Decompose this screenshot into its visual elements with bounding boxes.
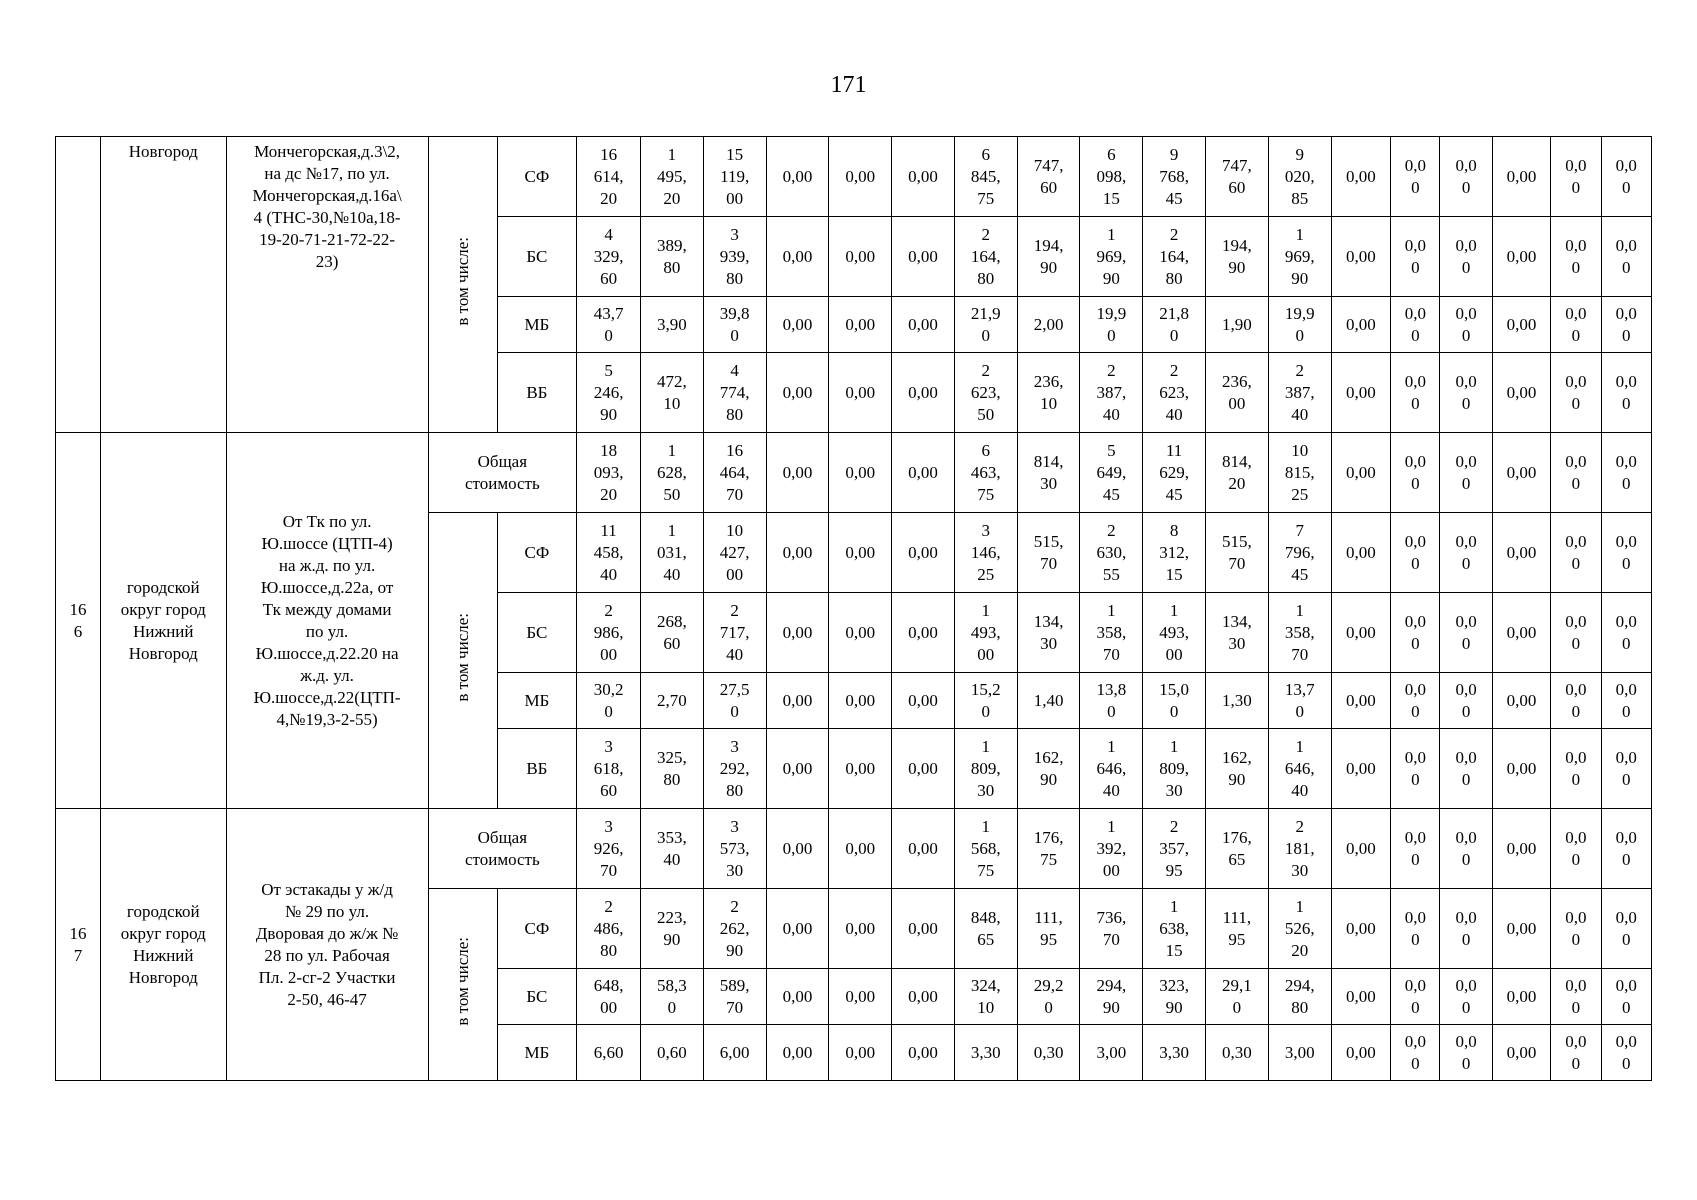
value-cell: 0,00 <box>892 353 955 433</box>
value-cell: 0,00 <box>1331 969 1391 1025</box>
value-cell: 0,00 <box>829 673 892 729</box>
value-cell: 1 969, 90 <box>1080 217 1143 297</box>
value-cell: 0,00 <box>1492 433 1551 513</box>
value-cell: 0,00 <box>829 353 892 433</box>
value-cell: 268, 60 <box>640 593 703 673</box>
value-cell: 162, 90 <box>1206 729 1269 809</box>
value-cell: 134, 30 <box>1017 593 1080 673</box>
value-cell: 3 939, 80 <box>703 217 766 297</box>
value-cell: 2 717, 40 <box>703 593 766 673</box>
funding-source: БС <box>497 593 577 673</box>
value-cell: 0,00 <box>1331 729 1391 809</box>
address-cell: От эстакады у ж/д № 29 по ул. Дворовая до ж/ж № 28 по ул. Рабочая Пл. 2-сг-2 Участки 2-50, 46-47 <box>226 809 428 1081</box>
funding-source: МБ <box>497 673 577 729</box>
page-number: 171 <box>830 72 867 98</box>
value-cell: 0,00 <box>829 969 892 1025</box>
value-cell: 0,00 <box>1492 809 1551 889</box>
value-cell: 0,0 0 <box>1551 889 1601 969</box>
value-cell: 3 573, 30 <box>703 809 766 889</box>
value-cell: 4 774, 80 <box>703 353 766 433</box>
value-cell: 0,00 <box>892 889 955 969</box>
value-cell: 0,0 0 <box>1601 433 1651 513</box>
value-cell: 0,00 <box>1331 137 1391 217</box>
value-cell: 0,0 0 <box>1601 809 1651 889</box>
value-cell: 1 969, 90 <box>1268 217 1331 297</box>
value-cell: 2 357, 95 <box>1143 809 1206 889</box>
value-cell: 0,00 <box>766 729 829 809</box>
value-cell: 2 387, 40 <box>1080 353 1143 433</box>
value-cell: 1 493, 00 <box>954 593 1017 673</box>
value-cell: 472, 10 <box>640 353 703 433</box>
value-cell: 0,0 0 <box>1391 889 1440 969</box>
value-cell: 0,00 <box>892 297 955 353</box>
value-cell: 5 246, 90 <box>577 353 641 433</box>
value-cell: 2 387, 40 <box>1268 353 1331 433</box>
funding-source: ВБ <box>497 729 577 809</box>
value-cell: 1 809, 30 <box>1143 729 1206 809</box>
value-cell: 0,0 0 <box>1440 353 1492 433</box>
value-cell: 1,40 <box>1017 673 1080 729</box>
value-cell: 1 638, 15 <box>1143 889 1206 969</box>
value-cell: 2 262, 90 <box>703 889 766 969</box>
value-cell: 515, 70 <box>1206 513 1269 593</box>
value-cell: 9 020, 85 <box>1268 137 1331 217</box>
municipality-cell: Новгород <box>101 137 227 433</box>
value-cell: 1 526, 20 <box>1268 889 1331 969</box>
value-cell: 0,00 <box>1331 809 1391 889</box>
value-cell: 0,00 <box>829 1025 892 1081</box>
value-cell: 0,0 0 <box>1551 969 1601 1025</box>
value-cell: 0,00 <box>1492 297 1551 353</box>
value-cell: 0,0 0 <box>1391 593 1440 673</box>
value-cell: 223, 90 <box>640 889 703 969</box>
value-cell: 0,00 <box>1492 217 1551 297</box>
funding-source: БС <box>497 217 577 297</box>
value-cell: 134, 30 <box>1206 593 1269 673</box>
value-cell: 16 614, 20 <box>577 137 641 217</box>
including-label-cell <box>428 137 497 433</box>
funding-source: МБ <box>497 1025 577 1081</box>
value-cell: 0,00 <box>1331 889 1391 969</box>
value-cell: 0,00 <box>766 809 829 889</box>
value-cell: 21,9 0 <box>954 297 1017 353</box>
value-cell: 0,0 0 <box>1551 1025 1601 1081</box>
funding-source: МБ <box>497 297 577 353</box>
value-cell: 0,0 0 <box>1551 809 1601 889</box>
value-cell: 0,00 <box>892 1025 955 1081</box>
value-cell: 323, 90 <box>1143 969 1206 1025</box>
value-cell: 15,0 0 <box>1143 673 1206 729</box>
value-cell: 0,0 0 <box>1440 673 1492 729</box>
value-cell: 194, 90 <box>1017 217 1080 297</box>
value-cell: 0,30 <box>1206 1025 1269 1081</box>
value-cell: 2 986, 00 <box>577 593 641 673</box>
value-cell: 5 649, 45 <box>1080 433 1143 513</box>
value-cell: 13,8 0 <box>1080 673 1143 729</box>
value-cell: 0,00 <box>829 137 892 217</box>
value-cell: 0,0 0 <box>1391 217 1440 297</box>
value-cell: 0,0 0 <box>1440 297 1492 353</box>
funding-source: СФ <box>497 889 577 969</box>
value-cell: 0,0 0 <box>1601 217 1651 297</box>
value-cell: 15,2 0 <box>954 673 1017 729</box>
value-cell: 324, 10 <box>954 969 1017 1025</box>
value-cell: 0,0 0 <box>1601 137 1651 217</box>
value-cell: 6,60 <box>577 1025 641 1081</box>
value-cell: 3,30 <box>1143 1025 1206 1081</box>
value-cell: 8 312, 15 <box>1143 513 1206 593</box>
value-cell: 176, 65 <box>1206 809 1269 889</box>
value-cell: 2 181, 30 <box>1268 809 1331 889</box>
value-cell: 0,00 <box>766 1025 829 1081</box>
value-cell: 0,00 <box>1331 513 1391 593</box>
value-cell: 2 623, 50 <box>954 353 1017 433</box>
including-label-cell <box>428 889 497 1081</box>
address-cell: От Тк по ул. Ю.шоссе (ЦТП-4) на ж.д. по ул. Ю.шоссе,д.22а, от Тк между домами по ул. Ю.шоссе,д.22.20 на ж.д. ул. Ю.шоссе,д.22(ЦТП- 4,№19,3-2-55) <box>226 433 428 809</box>
value-cell: 3,00 <box>1080 1025 1143 1081</box>
value-cell: 1 358, 70 <box>1080 593 1143 673</box>
value-cell: 6 098, 15 <box>1080 137 1143 217</box>
value-cell: 18 093, 20 <box>577 433 641 513</box>
value-cell: 0,00 <box>892 673 955 729</box>
value-cell: 0,0 0 <box>1601 673 1651 729</box>
value-cell: 0,00 <box>1331 433 1391 513</box>
row-number: 16 7 <box>56 809 101 1081</box>
value-cell: 325, 80 <box>640 729 703 809</box>
value-cell: 16 464, 70 <box>703 433 766 513</box>
value-cell: 0,00 <box>1492 353 1551 433</box>
value-cell: 27,5 0 <box>703 673 766 729</box>
value-cell: 111, 95 <box>1206 889 1269 969</box>
value-cell: 30,2 0 <box>577 673 641 729</box>
address-cell: Мончегорская,д.3\2, на дс №17, по ул. Мончегорская,д.16а\ 4 (ТНС-30,№10а,18- 19-20-71-21-72-22- 23) <box>226 137 428 433</box>
including-label: в том числе: <box>452 937 472 1026</box>
value-cell: 0,0 0 <box>1601 593 1651 673</box>
value-cell: 0,00 <box>1331 673 1391 729</box>
value-cell: 0,00 <box>766 297 829 353</box>
value-cell: 3 292, 80 <box>703 729 766 809</box>
total-cost-label: Общая стоимость <box>428 433 577 513</box>
value-cell: 0,0 0 <box>1391 433 1440 513</box>
table-row <box>56 137 1652 217</box>
value-cell: 0,60 <box>640 1025 703 1081</box>
value-cell: 0,0 0 <box>1601 1025 1651 1081</box>
value-cell: 294, 80 <box>1268 969 1331 1025</box>
value-cell: 0,0 0 <box>1551 137 1601 217</box>
value-cell: 0,00 <box>1331 1025 1391 1081</box>
value-cell: 2 630, 55 <box>1080 513 1143 593</box>
value-cell: 0,00 <box>829 809 892 889</box>
value-cell: 0,00 <box>1331 217 1391 297</box>
value-cell: 0,0 0 <box>1440 593 1492 673</box>
value-cell: 2 486, 80 <box>577 889 641 969</box>
value-cell: 2 164, 80 <box>954 217 1017 297</box>
value-cell: 0,00 <box>1492 729 1551 809</box>
including-label: в том числе: <box>452 613 472 702</box>
value-cell: 0,0 0 <box>1601 353 1651 433</box>
value-cell: 0,0 0 <box>1440 513 1492 593</box>
value-cell: 0,0 0 <box>1551 297 1601 353</box>
value-cell: 11 629, 45 <box>1143 433 1206 513</box>
value-cell: 0,00 <box>766 673 829 729</box>
value-cell: 0,0 0 <box>1601 889 1651 969</box>
value-cell: 21,8 0 <box>1143 297 1206 353</box>
value-cell: 0,0 0 <box>1601 513 1651 593</box>
value-cell: 1 392, 00 <box>1080 809 1143 889</box>
value-cell: 848, 65 <box>954 889 1017 969</box>
value-cell: 1 493, 00 <box>1143 593 1206 673</box>
value-cell: 3,30 <box>954 1025 1017 1081</box>
value-cell: 0,00 <box>829 889 892 969</box>
value-cell: 0,0 0 <box>1391 809 1440 889</box>
value-cell: 0,0 0 <box>1551 433 1601 513</box>
value-cell: 0,0 0 <box>1391 513 1440 593</box>
municipality-cell: городской округ город Нижний Новгород <box>101 809 227 1081</box>
value-cell: 0,00 <box>1331 297 1391 353</box>
value-cell: 0,00 <box>829 593 892 673</box>
value-cell: 0,00 <box>829 729 892 809</box>
value-cell: 4 329, 60 <box>577 217 641 297</box>
value-cell: 236, 10 <box>1017 353 1080 433</box>
funding-source: СФ <box>497 137 577 217</box>
value-cell: 0,0 0 <box>1551 217 1601 297</box>
value-cell: 0,00 <box>1492 1025 1551 1081</box>
value-cell: 3 618, 60 <box>577 729 641 809</box>
value-cell: 176, 75 <box>1017 809 1080 889</box>
value-cell: 3 926, 70 <box>577 809 641 889</box>
value-cell: 0,0 0 <box>1440 137 1492 217</box>
municipality-cell: городской округ город Нижний Новгород <box>101 433 227 809</box>
value-cell: 1 358, 70 <box>1268 593 1331 673</box>
value-cell: 39,8 0 <box>703 297 766 353</box>
value-cell: 0,0 0 <box>1440 217 1492 297</box>
value-cell: 747, 60 <box>1017 137 1080 217</box>
value-cell: 0,00 <box>766 137 829 217</box>
value-cell: 0,00 <box>766 513 829 593</box>
value-cell: 0,00 <box>1331 593 1391 673</box>
value-cell: 0,0 0 <box>1601 297 1651 353</box>
value-cell: 43,7 0 <box>577 297 641 353</box>
value-cell: 0,00 <box>766 353 829 433</box>
value-cell: 0,00 <box>892 729 955 809</box>
value-cell: 0,0 0 <box>1391 969 1440 1025</box>
value-cell: 0,00 <box>892 593 955 673</box>
value-cell: 9 768, 45 <box>1143 137 1206 217</box>
funding-source: БС <box>497 969 577 1025</box>
value-cell: 0,0 0 <box>1601 729 1651 809</box>
value-cell: 294, 90 <box>1080 969 1143 1025</box>
value-cell: 6 845, 75 <box>954 137 1017 217</box>
budget-table <box>55 136 1652 1081</box>
value-cell: 1 628, 50 <box>640 433 703 513</box>
value-cell: 0,0 0 <box>1551 513 1601 593</box>
table-row <box>56 809 1652 889</box>
value-cell: 0,00 <box>1492 137 1551 217</box>
value-cell: 19,9 0 <box>1080 297 1143 353</box>
including-label-cell <box>428 513 497 809</box>
value-cell: 7 796, 45 <box>1268 513 1331 593</box>
value-cell: 0,00 <box>892 513 955 593</box>
value-cell: 0,0 0 <box>1440 1025 1492 1081</box>
row-number: 16 6 <box>56 433 101 809</box>
funding-source: СФ <box>497 513 577 593</box>
value-cell: 2 623, 40 <box>1143 353 1206 433</box>
value-cell: 736, 70 <box>1080 889 1143 969</box>
value-cell: 0,00 <box>829 513 892 593</box>
value-cell: 0,0 0 <box>1440 729 1492 809</box>
value-cell: 1 646, 40 <box>1268 729 1331 809</box>
value-cell: 1,30 <box>1206 673 1269 729</box>
value-cell: 0,00 <box>1492 889 1551 969</box>
value-cell: 3,90 <box>640 297 703 353</box>
value-cell: 0,00 <box>766 433 829 513</box>
table-body <box>56 137 1652 1081</box>
value-cell: 0,0 0 <box>1391 1025 1440 1081</box>
value-cell: 0,0 0 <box>1391 353 1440 433</box>
value-cell: 747, 60 <box>1206 137 1269 217</box>
value-cell: 29,2 0 <box>1017 969 1080 1025</box>
value-cell: 353, 40 <box>640 809 703 889</box>
value-cell: 0,00 <box>829 297 892 353</box>
value-cell: 19,9 0 <box>1268 297 1331 353</box>
value-cell: 0,00 <box>1492 513 1551 593</box>
value-cell: 1 495, 20 <box>640 137 703 217</box>
total-cost-label: Общая стоимость <box>428 809 577 889</box>
value-cell: 814, 20 <box>1206 433 1269 513</box>
value-cell: 6,00 <box>703 1025 766 1081</box>
value-cell: 1 031, 40 <box>640 513 703 593</box>
value-cell: 0,0 0 <box>1391 137 1440 217</box>
value-cell: 814, 30 <box>1017 433 1080 513</box>
value-cell: 2 164, 80 <box>1143 217 1206 297</box>
value-cell: 10 815, 25 <box>1268 433 1331 513</box>
value-cell: 1 568, 75 <box>954 809 1017 889</box>
value-cell: 29,1 0 <box>1206 969 1269 1025</box>
value-cell: 0,00 <box>766 217 829 297</box>
value-cell: 0,0 0 <box>1440 969 1492 1025</box>
value-cell: 0,00 <box>829 217 892 297</box>
value-cell: 0,00 <box>892 969 955 1025</box>
value-cell: 648, 00 <box>577 969 641 1025</box>
value-cell: 3,00 <box>1268 1025 1331 1081</box>
value-cell: 13,7 0 <box>1268 673 1331 729</box>
funding-source: ВБ <box>497 353 577 433</box>
value-cell: 11 458, 40 <box>577 513 641 593</box>
value-cell: 10 427, 00 <box>703 513 766 593</box>
value-cell: 162, 90 <box>1017 729 1080 809</box>
value-cell: 0,0 0 <box>1601 969 1651 1025</box>
value-cell: 0,0 0 <box>1391 297 1440 353</box>
value-cell: 0,00 <box>1492 969 1551 1025</box>
value-cell: 0,0 0 <box>1440 433 1492 513</box>
value-cell: 0,00 <box>766 969 829 1025</box>
value-cell: 194, 90 <box>1206 217 1269 297</box>
value-cell: 0,30 <box>1017 1025 1080 1081</box>
value-cell: 0,00 <box>892 217 955 297</box>
including-label: в том числе: <box>452 237 472 326</box>
value-cell: 0,0 0 <box>1551 673 1601 729</box>
value-cell: 58,3 0 <box>640 969 703 1025</box>
value-cell: 0,00 <box>766 593 829 673</box>
table-row <box>56 433 1652 513</box>
value-cell: 0,0 0 <box>1440 809 1492 889</box>
value-cell: 0,0 0 <box>1551 593 1601 673</box>
value-cell: 111, 95 <box>1017 889 1080 969</box>
value-cell: 515, 70 <box>1017 513 1080 593</box>
value-cell: 0,00 <box>892 137 955 217</box>
value-cell: 0,0 0 <box>1551 729 1601 809</box>
value-cell: 15 119, 00 <box>703 137 766 217</box>
value-cell: 0,0 0 <box>1440 889 1492 969</box>
value-cell: 0,00 <box>1492 673 1551 729</box>
value-cell: 0,00 <box>766 889 829 969</box>
value-cell: 6 463, 75 <box>954 433 1017 513</box>
value-cell: 589, 70 <box>703 969 766 1025</box>
value-cell: 0,00 <box>1492 593 1551 673</box>
value-cell: 2,00 <box>1017 297 1080 353</box>
value-cell: 0,00 <box>1331 353 1391 433</box>
value-cell: 0,0 0 <box>1391 729 1440 809</box>
value-cell: 0,00 <box>892 809 955 889</box>
value-cell: 0,00 <box>829 433 892 513</box>
value-cell: 1,90 <box>1206 297 1269 353</box>
value-cell: 1 646, 40 <box>1080 729 1143 809</box>
value-cell: 0,0 0 <box>1551 353 1601 433</box>
value-cell: 3 146, 25 <box>954 513 1017 593</box>
value-cell: 0,0 0 <box>1391 673 1440 729</box>
row-number <box>56 137 101 433</box>
value-cell: 1 809, 30 <box>954 729 1017 809</box>
value-cell: 389, 80 <box>640 217 703 297</box>
value-cell: 2,70 <box>640 673 703 729</box>
value-cell: 236, 00 <box>1206 353 1269 433</box>
value-cell: 0,00 <box>892 433 955 513</box>
